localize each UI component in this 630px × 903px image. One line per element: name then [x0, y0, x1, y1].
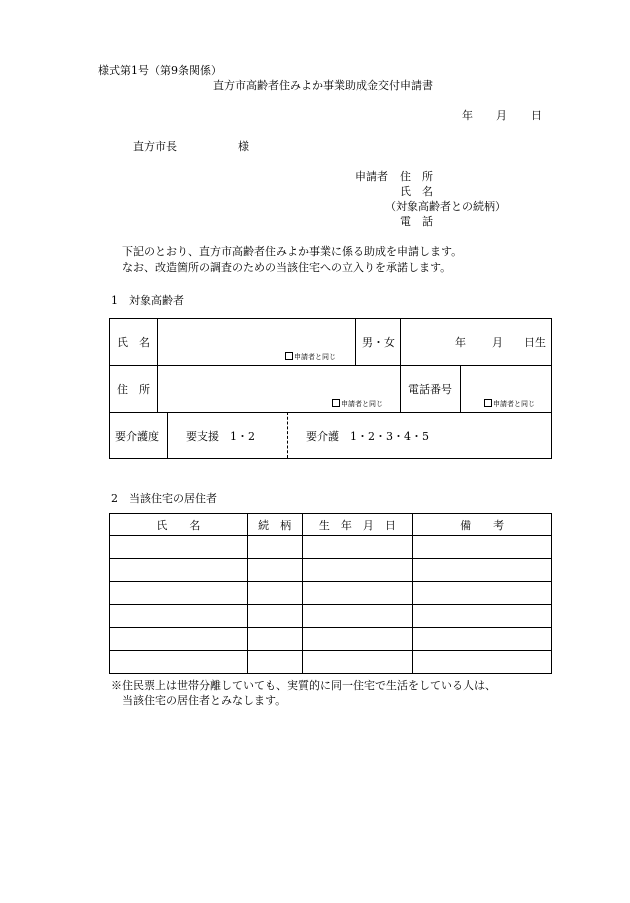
applicant-relation-label: （対象高齢者との続柄）: [385, 200, 506, 213]
table-row: [110, 559, 552, 582]
honorific: 様: [238, 140, 249, 153]
table-cell[interactable]: [247, 628, 302, 651]
table-cell[interactable]: [302, 605, 413, 628]
table-cell[interactable]: [302, 651, 413, 674]
table-cell[interactable]: [247, 559, 302, 582]
table-cell[interactable]: [413, 559, 552, 582]
residents-table: [109, 513, 552, 674]
section2-heading: 2 当該住宅の居住者: [111, 492, 217, 505]
phone-same-label: 申請者と同じ: [493, 400, 535, 408]
intro-line-2: なお、改造箇所の調査のための当該住宅への立入りを承諾します。: [122, 261, 452, 274]
table-row: [110, 582, 552, 605]
table-cell[interactable]: [247, 582, 302, 605]
table-cell[interactable]: [302, 536, 413, 559]
table-cell[interactable]: [110, 536, 248, 559]
applicant-label: 申請者: [355, 170, 388, 183]
table-cell[interactable]: [247, 651, 302, 674]
support-level-options[interactable]: 要支援 1・2: [186, 430, 255, 443]
table-cell[interactable]: [302, 582, 413, 605]
table-cell[interactable]: [110, 582, 248, 605]
care-level-label: 要介護度: [115, 430, 159, 443]
section1-heading: 1 対象高齢者: [111, 294, 184, 307]
table-cell[interactable]: [247, 605, 302, 628]
table-row: [110, 628, 552, 651]
date-year-label: 年: [462, 109, 473, 122]
checkbox-box-icon: [285, 352, 293, 360]
column-header: 続 柄: [247, 514, 302, 536]
target-phone-label: 電話番号: [408, 383, 452, 396]
column-header: 備 考: [413, 514, 552, 536]
phone-same-checkbox[interactable]: [484, 399, 535, 409]
applicant-address-label: 住 所: [400, 170, 433, 183]
care-level-options[interactable]: 要介護 1・2・3・4・5: [306, 430, 429, 443]
applicant-phone-label: 電 話: [400, 215, 433, 228]
address-same-label: 申請者と同じ: [341, 400, 383, 408]
applicant-name-label: 氏 名: [400, 185, 433, 198]
table-cell[interactable]: [247, 536, 302, 559]
table-row: [110, 605, 552, 628]
residents-note-line-1: ※住民票上は世帯分離していても、実質的に同一住宅で生活をしている人は、: [111, 679, 496, 692]
table-cell[interactable]: [110, 628, 248, 651]
column-header: 生 年 月 日: [302, 514, 413, 536]
name-same-label: 申請者と同じ: [294, 353, 336, 361]
date-day-label: 日: [531, 109, 542, 122]
form-number: 様式第1号（第9条関係）: [98, 64, 222, 77]
name-same-checkbox[interactable]: [285, 352, 336, 362]
table-cell[interactable]: [302, 559, 413, 582]
table-cell[interactable]: [110, 605, 248, 628]
residents-note-line-2: 当該住宅の居住者とみなします。: [122, 694, 287, 707]
birth-day-label: 日生: [524, 336, 546, 349]
gender-selector[interactable]: 男・女: [362, 336, 395, 349]
table-cell[interactable]: [413, 628, 552, 651]
table-row: [110, 536, 552, 559]
table-row: [110, 651, 552, 674]
checkbox-box-icon: [332, 399, 340, 407]
date-month-label: 月: [496, 109, 507, 122]
table-cell[interactable]: [413, 582, 552, 605]
address-same-checkbox[interactable]: [332, 399, 383, 409]
form-title: 直方市高齢者住みよか事業助成金交付申請書: [213, 79, 433, 92]
table-cell[interactable]: [110, 651, 248, 674]
target-elderly-table: [109, 318, 552, 459]
table-cell[interactable]: [110, 559, 248, 582]
intro-line-1: 下記のとおり、直方市高齢者住みよか事業に係る助成を申請します。: [122, 245, 463, 258]
checkbox-box-icon: [484, 399, 492, 407]
table-cell[interactable]: [413, 651, 552, 674]
birth-year-label: 年: [455, 336, 466, 349]
table-cell[interactable]: [413, 605, 552, 628]
column-header: 氏 名: [110, 514, 248, 536]
target-name-label: 氏 名: [117, 336, 150, 349]
target-address-label: 住 所: [117, 383, 150, 396]
table-cell[interactable]: [413, 536, 552, 559]
table-cell[interactable]: [302, 628, 413, 651]
birth-month-label: 月: [492, 336, 503, 349]
addressee: 直方市長: [133, 140, 177, 153]
